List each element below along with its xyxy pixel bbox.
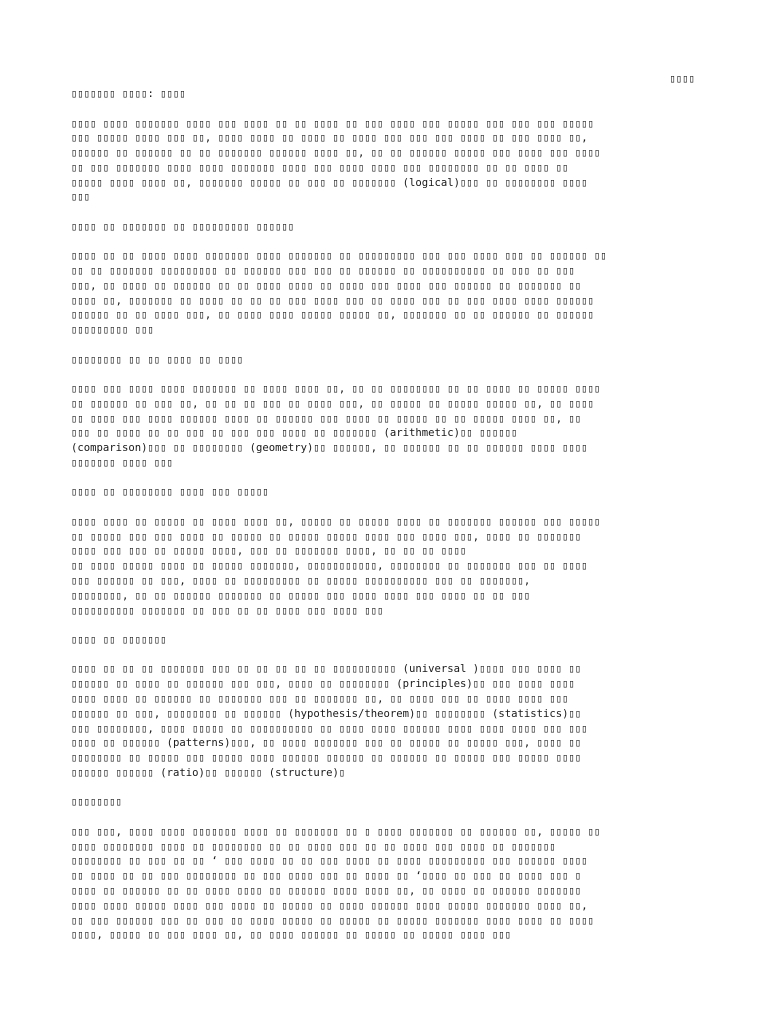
paragraph-5: ▯▯▯▯ ▯▯ ▯▯ ▯▯ ▯▯▯▯▯▯▯ ▯▯▯ ▯▯ ▯▯ ▯▯ ▯▯ ▯▯ ▯▯▯▯▯▯▯▯▯▯ (universal )▯▯▯▯ ▯▯▯ ▯▯▯▯ ▯▯ ▯▯▯▯▯▯ ▯▯ ▯▯▯▯ ▯▯ ▯▯▯▯▯▯ ▯▯▯ ▯▯▯, ▯▯▯▯ ▯▯ ▯▯▯▯▯▯▯▯ (principles)▯▯ ▯▯▯ ▯▯▯▯ ▯▯▯▯ ▯▯▯▯ ▯▯▯▯ ▯▯ ▯▯▯▯▯▯ ▯▯ ▯▯▯▯▯▯▯ ▯▯▯ ▯▯ ▯▯▯▯▯▯▯ ▯▯, ▯▯ ▯▯▯▯ ▯▯▯ ▯▯ ▯▯▯▯ ▯▯▯▯ ▯▯▯ ▯▯▯▯▯▯ ▯▯ ▯▯▯, ▯▯▯▯▯▯▯▯ ▯▯ ▯▯▯▯▯▯ (hypothesis/theorem)▯▯ ▯▯▯▯▯▯▯▯ (statistics)▯▯ ▯▯▯ ▯▯▯▯▯▯▯▯, ▯▯▯▯ ▯▯▯▯▯ ▯▯ ▯▯▯▯▯▯▯▯▯▯ ▯▯ ▯▯▯▯ ▯▯▯▯ ▯▯▯▯▯▯ ▯▯▯▯ ▯▯▯▯ ▯▯▯▯ ▯▯▯ ▯▯▯ ▯▯▯▯ ▯▯ ▯▯▯▯▯▯ (patterns)▯▯▯, ▯▯ ▯▯▯▯ ▯▯▯▯▯▯▯ ▯▯▯ ▯▯ ▯▯▯▯▯ ▯▯ ▯▯▯▯▯ ▯▯▯, ▯▯▯▯ ▯▯ ▯▯▯▯▯▯▯▯ ▯▯ ▯▯▯▯▯ ▯▯▯ ▯▯▯▯▯ ▯▯▯▯ ▯▯▯▯▯▯ ▯▯▯▯▯▯ ▯▯ ▯▯▯▯▯▯ ▯▯ ▯▯▯▯▯ ▯▯▯ ▯▯▯▯▯ ▯▯▯▯ ▯▯▯▯▯▯ ▯▯▯▯▯▯ (ratio)▯▯ ▯▯▯▯▯▯ (structure)▯	[71, 663, 588, 779]
paragraph-3: ▯▯▯▯ ▯▯▯ ▯▯▯▯ ▯▯▯▯ ▯▯▯▯▯▯▯ ▯▯ ▯▯▯▯ ▯▯▯▯ ▯▯, ▯▯ ▯▯ ▯▯▯▯▯▯▯▯ ▯▯ ▯▯ ▯▯▯▯ ▯▯ ▯▯▯▯▯ ▯▯▯▯ ▯▯ ▯▯▯▯▯▯ ▯▯ ▯▯▯ ▯▯, ▯▯ ▯▯ ▯▯ ▯▯▯ ▯▯ ▯▯▯▯ ▯▯▯, ▯▯ ▯▯▯▯▯ ▯▯ ▯▯▯▯▯ ▯▯▯▯▯ ▯▯, ▯▯ ▯▯▯▯ ▯▯ ▯▯▯▯ ▯▯▯ ▯▯▯▯ ▯▯▯▯▯▯ ▯▯▯▯ ▯▯ ▯▯▯▯▯▯ ▯▯▯ ▯▯▯▯ ▯▯ ▯▯▯▯▯ ▯▯ ▯▯ ▯▯▯▯▯ ▯▯▯▯ ▯▯, ▯▯ ▯▯▯ ▯▯ ▯▯▯▯ ▯▯ ▯▯ ▯▯▯ ▯▯ ▯▯▯ ▯▯▯ ▯▯▯▯ ▯▯ ▯▯▯▯▯▯▯ (arithmetic)▯▯ ▯▯▯▯▯▯ (comparison)▯▯▯ ▯▯ ▯▯▯▯▯▯▯▯ (geometry)▯▯ ▯▯▯▯▯▯, ▯▯ ▯▯▯▯▯▯ ▯▯ ▯▯ ▯▯▯▯▯▯ ▯▯▯▯ ▯▯▯▯ ▯▯▯▯▯▯▯ ▯▯▯▯ ▯▯▯	[71, 383, 601, 470]
header-right-text: ▯▯▯▯	[669, 73, 695, 85]
section-heading-4: ▯▯▯▯ ▯▯ ▯▯▯▯▯▯▯	[71, 633, 167, 646]
section-heading-1: ▯▯▯▯ ▯▯ ▯▯▯▯▯▯▯ ▯▯ ▯▯▯▯▯▯▯▯▯ ▯▯▯▯▯▯	[71, 220, 295, 233]
paragraph-6: ▯▯▯ ▯▯▯, ▯▯▯▯ ▯▯▯▯ ▯▯▯▯▯▯▯ ▯▯▯▯ ▯▯ ▯▯▯▯▯▯▯ ▯▯ ▯ ▯▯▯▯ ▯▯▯▯▯▯▯ ▯▯ ▯▯▯▯▯▯ ▯▯, ▯▯▯▯▯ ▯▯ ▯▯▯▯ ▯▯▯▯▯▯▯▯ ▯▯▯▯ ▯▯ ▯▯▯▯▯▯▯▯ ▯▯ ▯▯ ▯▯▯▯ ▯▯▯ ▯▯ ▯▯ ▯▯▯▯ ▯▯▯ ▯▯▯▯ ▯▯ ▯▯▯▯▯▯▯ ▯▯▯▯▯▯▯▯ ▯▯ ▯▯▯ ▯▯ ▯▯ ‘ ▯▯▯ ▯▯▯▯ ▯▯ ▯▯ ▯▯▯ ▯▯▯▯ ▯▯ ▯▯▯▯ ▯▯▯▯▯▯▯▯▯ ▯▯▯ ▯▯▯▯▯▯ ▯▯▯▯ ▯▯ ▯▯▯▯ ▯▯ ▯▯ ▯▯▯ ▯▯▯▯▯▯▯▯ ▯▯ ▯▯▯ ▯▯▯▯ ▯▯▯ ▯▯ ▯▯▯▯ ▯▯ ‘▯▯▯▯ ▯▯ ▯▯▯ ▯▯ ▯▯▯▯ ▯▯▯ ▯ ▯▯▯▯ ▯▯ ▯▯▯▯▯▯ ▯▯ ▯▯ ▯▯▯▯ ▯▯▯▯ ▯▯ ▯▯▯▯▯▯ ▯▯▯▯ ▯▯▯▯ ▯▯, ▯▯ ▯▯▯▯ ▯▯ ▯▯▯▯▯▯ ▯▯▯▯▯▯▯ ▯▯▯▯ ▯▯▯▯ ▯▯▯▯▯ ▯▯▯▯ ▯▯▯ ▯▯▯▯ ▯▯ ▯▯▯▯▯ ▯▯ ▯▯▯▯ ▯▯▯▯▯▯ ▯▯▯▯ ▯▯▯▯▯ ▯▯▯▯▯▯▯ ▯▯▯▯ ▯▯, ▯▯ ▯▯▯ ▯▯▯▯▯▯ ▯▯▯ ▯▯ ▯▯▯ ▯▯ ▯▯▯▯ ▯▯▯▯▯ ▯▯ ▯▯▯▯▯ ▯▯ ▯▯▯▯▯ ▯▯▯▯▯▯▯ ▯▯▯▯ ▯▯▯▯ ▯▯ ▯▯▯▯ ▯▯▯▯, ▯▯▯▯▯ ▯▯ ▯▯▯ ▯▯▯▯ ▯▯, ▯▯ ▯▯▯▯ ▯▯▯▯▯▯ ▯▯ ▯▯▯▯▯ ▯▯ ▯▯▯▯▯ ▯▯▯▯ ▯▯▯	[71, 825, 601, 942]
paragraph-1: ▯▯▯▯ ▯▯▯▯ ▯▯▯▯▯▯▯ ▯▯▯▯ ▯▯▯ ▯▯▯▯ ▯▯ ▯▯ ▯▯▯▯ ▯▯ ▯▯▯ ▯▯▯▯ ▯▯▯ ▯▯▯▯▯ ▯▯▯ ▯▯▯ ▯▯▯ ▯▯▯▯▯ ▯▯▯ ▯▯▯▯▯ ▯▯▯▯ ▯▯▯ ▯▯, ▯▯▯▯ ▯▯▯▯ ▯▯ ▯▯▯▯ ▯▯ ▯▯▯▯ ▯▯▯ ▯▯▯ ▯▯▯ ▯▯▯▯ ▯▯ ▯▯▯ ▯▯▯▯ ▯▯, ▯▯▯▯▯▯ ▯▯ ▯▯▯▯▯▯ ▯▯ ▯▯ ▯▯▯▯▯▯▯ ▯▯▯▯▯▯ ▯▯▯▯ ▯▯, ▯▯ ▯▯ ▯▯▯▯▯▯ ▯▯▯▯▯ ▯▯▯ ▯▯▯▯ ▯▯▯ ▯▯▯▯ ▯▯ ▯▯▯ ▯▯▯▯▯▯▯ ▯▯▯▯ ▯▯▯▯ ▯▯▯▯▯▯▯ ▯▯▯▯ ▯▯▯ ▯▯▯▯ ▯▯▯▯ ▯▯▯ ▯▯▯▯▯▯▯▯ ▯▯ ▯▯ ▯▯▯▯ ▯▯ ▯▯▯▯▯ ▯▯▯▯ ▯▯▯▯ ▯▯, ▯▯▯▯▯▯▯ ▯▯▯▯▯ ▯▯ ▯▯▯ ▯▯ ▯▯▯▯▯▯▯ (logical)▯▯▯ ▯▯ ▯▯▯▯▯▯▯▯ ▯▯▯▯ ▯▯▯	[71, 117, 601, 204]
section-heading-3: ▯▯▯▯ ▯▯ ▯▯▯▯▯▯▯▯ ▯▯▯▯ ▯▯▯ ▯▯▯▯▯	[71, 486, 269, 499]
paragraph-2: ▯▯▯▯ ▯▯ ▯▯ ▯▯▯▯ ▯▯▯▯ ▯▯▯▯▯▯▯ ▯▯▯▯ ▯▯▯▯▯▯▯ ▯▯ ▯▯▯▯▯▯▯▯▯ ▯▯▯ ▯▯▯ ▯▯▯▯ ▯▯▯ ▯▯ ▯▯▯▯▯▯ ▯▯ ▯▯ ▯▯ ▯▯▯▯▯▯▯ ▯▯▯▯▯▯▯▯▯ ▯▯ ▯▯▯▯▯▯ ▯▯▯ ▯▯▯ ▯▯ ▯▯▯▯▯▯ ▯▯ ▯▯▯▯▯▯▯▯▯▯ ▯▯ ▯▯▯ ▯▯ ▯▯▯ ▯▯▯, ▯▯ ▯▯▯▯ ▯▯ ▯▯▯▯▯▯ ▯▯ ▯▯ ▯▯▯▯ ▯▯▯▯ ▯▯ ▯▯▯▯ ▯▯▯ ▯▯▯▯ ▯▯▯ ▯▯▯▯▯▯ ▯▯ ▯▯▯▯▯▯▯ ▯▯ ▯▯▯▯ ▯▯, ▯▯▯▯▯▯▯ ▯▯ ▯▯▯▯ ▯▯ ▯▯ ▯▯ ▯▯▯ ▯▯▯▯ ▯▯▯ ▯▯ ▯▯▯▯ ▯▯▯ ▯▯ ▯▯▯ ▯▯▯▯ ▯▯▯▯ ▯▯▯▯▯▯ ▯▯▯▯▯▯ ▯▯ ▯▯ ▯▯▯▯ ▯▯▯, ▯▯ ▯▯▯▯ ▯▯▯▯ ▯▯▯▯▯ ▯▯▯▯▯ ▯▯, ▯▯▯▯▯▯▯ ▯▯ ▯▯ ▯▯▯▯▯▯ ▯▯ ▯▯▯▯▯▯ ▯▯▯▯▯▯▯▯▯ ▯▯▯	[71, 250, 607, 337]
section-heading-2: ▯▯▯▯▯▯▯▯ ▯▯ ▯▯ ▯▯▯▯ ▯▯ ▯▯▯▯	[71, 353, 244, 366]
document-subtitle: ▯▯▯▯▯▯▯ ▯▯▯▯: ▯▯▯▯	[71, 88, 186, 100]
section-heading-5: ▯▯▯▯▯▯▯▯	[71, 796, 123, 809]
paragraph-4: ▯▯▯▯ ▯▯▯▯ ▯▯ ▯▯▯▯▯ ▯▯ ▯▯▯▯ ▯▯▯▯ ▯▯, ▯▯▯▯▯ ▯▯ ▯▯▯▯▯ ▯▯▯▯ ▯▯ ▯▯▯▯▯▯▯ ▯▯▯▯▯▯ ▯▯▯ ▯▯▯▯▯ ▯▯ ▯▯▯▯▯ ▯▯▯ ▯▯▯ ▯▯▯▯ ▯▯ ▯▯▯▯▯ ▯▯ ▯▯▯▯▯ ▯▯▯▯▯ ▯▯▯▯ ▯▯▯ ▯▯▯▯ ▯▯▯, ▯▯▯▯ ▯▯ ▯▯▯▯▯▯▯ ▯▯▯▯ ▯▯▯ ▯▯▯ ▯▯ ▯▯▯▯▯ ▯▯▯▯, ▯▯▯ ▯▯ ▯▯▯▯▯▯▯ ▯▯▯▯, ▯▯ ▯▯ ▯▯ ▯▯▯▯ ▯▯ ▯▯▯▯ ▯▯▯▯▯ ▯▯▯▯ ▯▯ ▯▯▯▯▯ ▯▯▯▯▯▯▯, ▯▯▯▯▯▯▯▯▯▯▯, ▯▯▯▯▯▯▯▯ ▯▯ ▯▯▯▯▯▯▯ ▯▯▯ ▯▯ ▯▯▯▯ ▯▯▯ ▯▯▯▯▯▯ ▯▯ ▯▯▯, ▯▯▯▯ ▯▯ ▯▯▯▯▯▯▯▯▯ ▯▯ ▯▯▯▯▯ ▯▯▯▯▯▯▯▯▯▯ ▯▯▯ ▯▯ ▯▯▯▯▯▯▯, ▯▯▯▯▯▯▯▯, ▯▯ ▯▯ ▯▯▯▯▯▯ ▯▯▯▯▯▯▯ ▯▯ ▯▯▯▯▯ ▯▯▯ ▯▯▯▯ ▯▯▯▯ ▯▯▯ ▯▯▯▯ ▯▯ ▯▯ ▯▯▯ ▯▯▯▯▯▯▯▯▯▯ ▯▯▯▯▯▯▯ ▯▯ ▯▯▯ ▯▯ ▯▯ ▯▯▯▯ ▯▯▯ ▯▯▯▯ ▯▯▯	[71, 515, 601, 617]
